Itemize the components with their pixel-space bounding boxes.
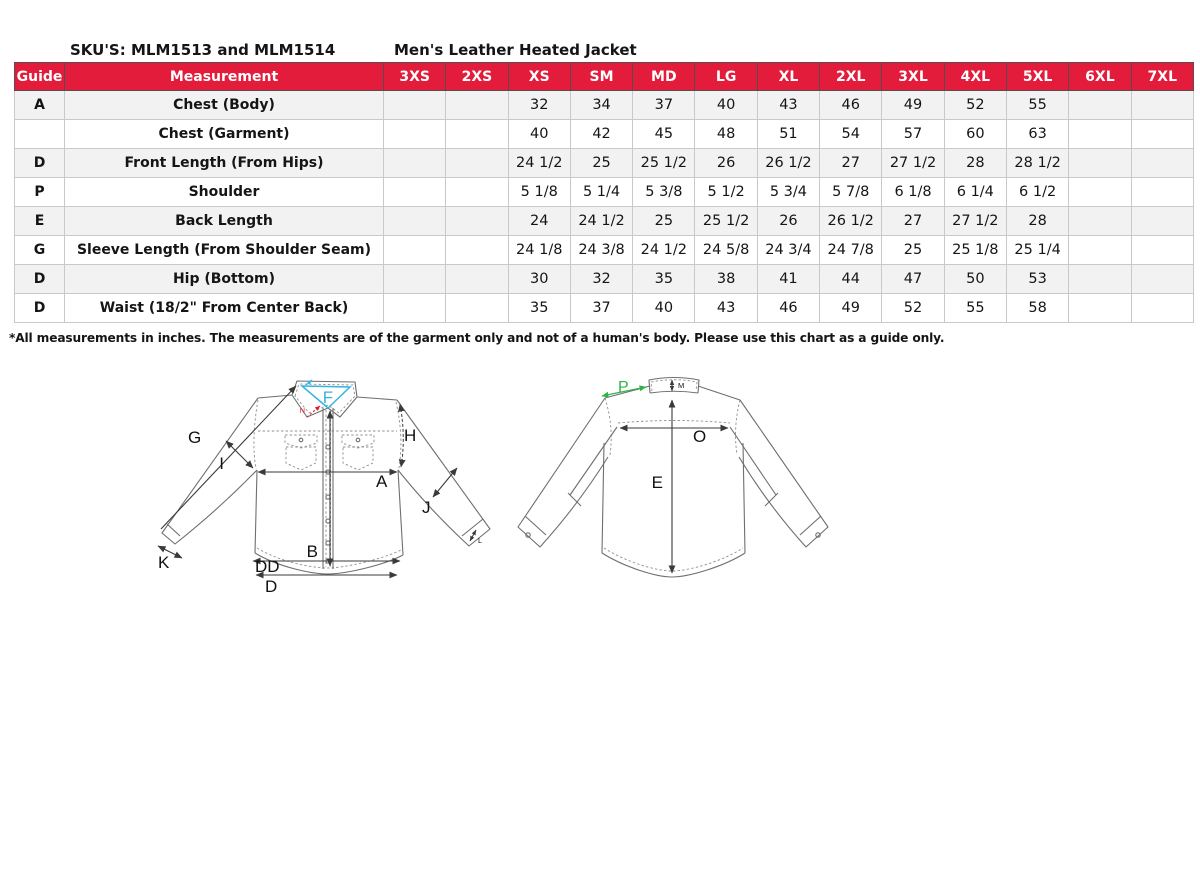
value-cell — [384, 178, 446, 207]
value-cell: 40 — [695, 91, 757, 120]
value-cell: 49 — [882, 91, 944, 120]
measure-label-dd: DD — [255, 557, 280, 576]
value-cell: 34 — [570, 91, 632, 120]
page-title-sku: SKU'S: MLM1513 and MLM1514 — [70, 41, 336, 59]
sleeve-length-line — [161, 386, 296, 529]
page-title-product: Men's Leather Heated Jacket — [394, 41, 637, 59]
value-cell: 27 1/2 — [944, 207, 1006, 236]
value-cell: 24 7/8 — [820, 236, 882, 265]
value-cell: 38 — [695, 265, 757, 294]
value-cell: 28 — [1006, 207, 1068, 236]
value-cell: 26 — [695, 149, 757, 178]
forearm-width-arrow — [433, 468, 457, 497]
measure-label-e: E — [651, 473, 663, 492]
value-cell: 28 — [944, 149, 1006, 178]
measurement-cell: Waist (18/2" From Center Back) — [65, 294, 384, 323]
measure-label-h: H — [404, 426, 417, 445]
value-cell: 63 — [1006, 120, 1068, 149]
col-header-measurement: Measurement — [65, 63, 384, 91]
value-cell: 24 — [508, 207, 570, 236]
value-cell: 24 3/4 — [757, 236, 819, 265]
value-cell: 24 5/8 — [695, 236, 757, 265]
value-cell: 30 — [508, 265, 570, 294]
table-row — [15, 236, 1194, 265]
measure-label-f: F — [322, 388, 334, 407]
measure-label-i: I — [219, 454, 224, 473]
measure-label-p: P — [618, 379, 629, 396]
value-cell: 5 3/4 — [757, 178, 819, 207]
value-cell: 5 3/8 — [633, 178, 695, 207]
table-row — [15, 207, 1194, 236]
value-cell: 52 — [944, 91, 1006, 120]
value-cell: 45 — [633, 120, 695, 149]
cuff-opening-arrow — [470, 530, 476, 541]
measure-label-g: G — [188, 428, 202, 447]
value-cell: 55 — [1006, 91, 1068, 120]
value-cell: 48 — [695, 120, 757, 149]
measurement-cell: Front Length (From Hips) — [65, 149, 384, 178]
measure-label-o: O — [693, 427, 707, 446]
value-cell — [384, 149, 446, 178]
value-cell — [1069, 236, 1131, 265]
measure-label-d: D — [265, 577, 278, 596]
value-cell: 37 — [570, 294, 632, 323]
value-cell: 44 — [820, 265, 882, 294]
value-cell: 32 — [570, 265, 632, 294]
measure-label-b: B — [306, 542, 318, 561]
table-row — [15, 178, 1194, 207]
value-cell: 25 — [633, 207, 695, 236]
value-cell: 24 1/2 — [570, 207, 632, 236]
value-cell — [1069, 265, 1131, 294]
value-cell — [446, 149, 508, 178]
jacket-back-diagram — [518, 378, 828, 578]
value-cell — [446, 207, 508, 236]
measurement-cell: Sleeve Length (From Shoulder Seam) — [65, 236, 384, 265]
value-cell: 47 — [882, 265, 944, 294]
jacket-measurement-diagram — [100, 355, 900, 635]
measure-label-n: N — [299, 406, 305, 415]
table-row — [15, 294, 1194, 323]
value-cell: 5 7/8 — [820, 178, 882, 207]
value-cell: 55 — [944, 294, 1006, 323]
col-header-3xl: 3XL — [882, 63, 944, 91]
measurement-cell: Hip (Bottom) — [65, 265, 384, 294]
value-cell: 46 — [820, 91, 882, 120]
col-header-3xs: 3XS — [384, 63, 446, 91]
value-cell: 58 — [1006, 294, 1068, 323]
guide-cell — [15, 120, 65, 149]
value-cell: 46 — [757, 294, 819, 323]
measure-label-l: L — [478, 536, 483, 545]
value-cell: 28 1/2 — [1006, 149, 1068, 178]
value-cell: 35 — [633, 265, 695, 294]
value-cell: 52 — [882, 294, 944, 323]
value-cell: 25 1/2 — [633, 149, 695, 178]
value-cell — [446, 120, 508, 149]
value-cell: 53 — [1006, 265, 1068, 294]
value-cell — [384, 265, 446, 294]
col-header-guide: Guide — [15, 63, 65, 91]
value-cell — [1131, 236, 1193, 265]
value-cell — [1069, 149, 1131, 178]
value-cell: 6 1/2 — [1006, 178, 1068, 207]
value-cell: 27 1/2 — [882, 149, 944, 178]
value-cell: 50 — [944, 265, 1006, 294]
table-row — [15, 265, 1194, 294]
size-chart-table — [14, 62, 1194, 323]
value-cell: 24 3/8 — [570, 236, 632, 265]
measure-label-m: M — [678, 381, 685, 390]
table-row — [15, 120, 1194, 149]
collar-point-arrow — [307, 406, 320, 417]
value-cell — [446, 91, 508, 120]
value-cell: 25 1/8 — [944, 236, 1006, 265]
value-cell — [384, 120, 446, 149]
value-cell: 35 — [508, 294, 570, 323]
value-cell: 40 — [633, 294, 695, 323]
value-cell — [446, 265, 508, 294]
col-header-xl: XL — [757, 63, 819, 91]
measurement-cell: Chest (Body) — [65, 91, 384, 120]
col-header-lg: LG — [695, 63, 757, 91]
guide-cell: A — [15, 91, 65, 120]
value-cell: 26 1/2 — [820, 207, 882, 236]
value-cell — [446, 236, 508, 265]
value-cell: 57 — [882, 120, 944, 149]
col-header-md: MD — [633, 63, 695, 91]
value-cell: 54 — [820, 120, 882, 149]
guide-cell: D — [15, 265, 65, 294]
value-cell — [1069, 178, 1131, 207]
value-cell — [1131, 149, 1193, 178]
value-cell: 5 1/4 — [570, 178, 632, 207]
value-cell: 32 — [508, 91, 570, 120]
table-row — [15, 91, 1194, 120]
value-cell: 40 — [508, 120, 570, 149]
col-header-xs: XS — [508, 63, 570, 91]
col-header-2xs: 2XS — [446, 63, 508, 91]
table-row — [15, 149, 1194, 178]
value-cell — [384, 91, 446, 120]
col-header-sm: SM — [570, 63, 632, 91]
guide-cell: E — [15, 207, 65, 236]
value-cell — [1131, 91, 1193, 120]
col-header-4xl: 4XL — [944, 63, 1006, 91]
guide-cell: D — [15, 294, 65, 323]
value-cell: 43 — [695, 294, 757, 323]
value-cell — [1069, 294, 1131, 323]
value-cell — [1131, 294, 1193, 323]
measurement-cell: Back Length — [65, 207, 384, 236]
value-cell: 5 1/2 — [695, 178, 757, 207]
measure-label-k: K — [158, 553, 170, 572]
value-cell: 24 1/8 — [508, 236, 570, 265]
footnote: *All measurements in inches. The measurements are of the garment only and not of a human's body. Please use this chart as a guide only. — [9, 331, 945, 345]
value-cell: 37 — [633, 91, 695, 120]
value-cell: 25 — [882, 236, 944, 265]
value-cell: 5 1/8 — [508, 178, 570, 207]
col-header-2xl: 2XL — [820, 63, 882, 91]
measure-label-a: A — [376, 472, 388, 491]
value-cell: 6 1/8 — [882, 178, 944, 207]
value-cell: 25 1/2 — [695, 207, 757, 236]
value-cell — [1069, 207, 1131, 236]
value-cell: 24 1/2 — [508, 149, 570, 178]
value-cell: 25 — [570, 149, 632, 178]
value-cell — [1131, 207, 1193, 236]
jacket-front-diagram — [158, 380, 490, 596]
value-cell — [446, 178, 508, 207]
value-cell — [1131, 178, 1193, 207]
guide-cell: G — [15, 236, 65, 265]
value-cell — [384, 236, 446, 265]
col-header-5xl: 5XL — [1006, 63, 1068, 91]
value-cell — [1131, 265, 1193, 294]
value-cell: 26 — [757, 207, 819, 236]
measure-label-j: J — [422, 498, 431, 517]
guide-cell: D — [15, 149, 65, 178]
value-cell: 27 — [820, 149, 882, 178]
header-row — [15, 63, 1194, 91]
col-header-6xl: 6XL — [1069, 63, 1131, 91]
value-cell: 42 — [570, 120, 632, 149]
value-cell: 27 — [882, 207, 944, 236]
value-cell — [384, 294, 446, 323]
value-cell — [1069, 91, 1131, 120]
value-cell: 49 — [820, 294, 882, 323]
guide-cell: P — [15, 178, 65, 207]
value-cell: 60 — [944, 120, 1006, 149]
measurement-cell: Shoulder — [65, 178, 384, 207]
value-cell: 26 1/2 — [757, 149, 819, 178]
value-cell — [446, 294, 508, 323]
value-cell: 24 1/2 — [633, 236, 695, 265]
col-header-7xl: 7XL — [1131, 63, 1193, 91]
value-cell: 25 1/4 — [1006, 236, 1068, 265]
value-cell: 51 — [757, 120, 819, 149]
value-cell: 6 1/4 — [944, 178, 1006, 207]
value-cell — [1069, 120, 1131, 149]
measurement-cell: Chest (Garment) — [65, 120, 384, 149]
value-cell — [384, 207, 446, 236]
value-cell — [1131, 120, 1193, 149]
value-cell: 41 — [757, 265, 819, 294]
value-cell: 43 — [757, 91, 819, 120]
